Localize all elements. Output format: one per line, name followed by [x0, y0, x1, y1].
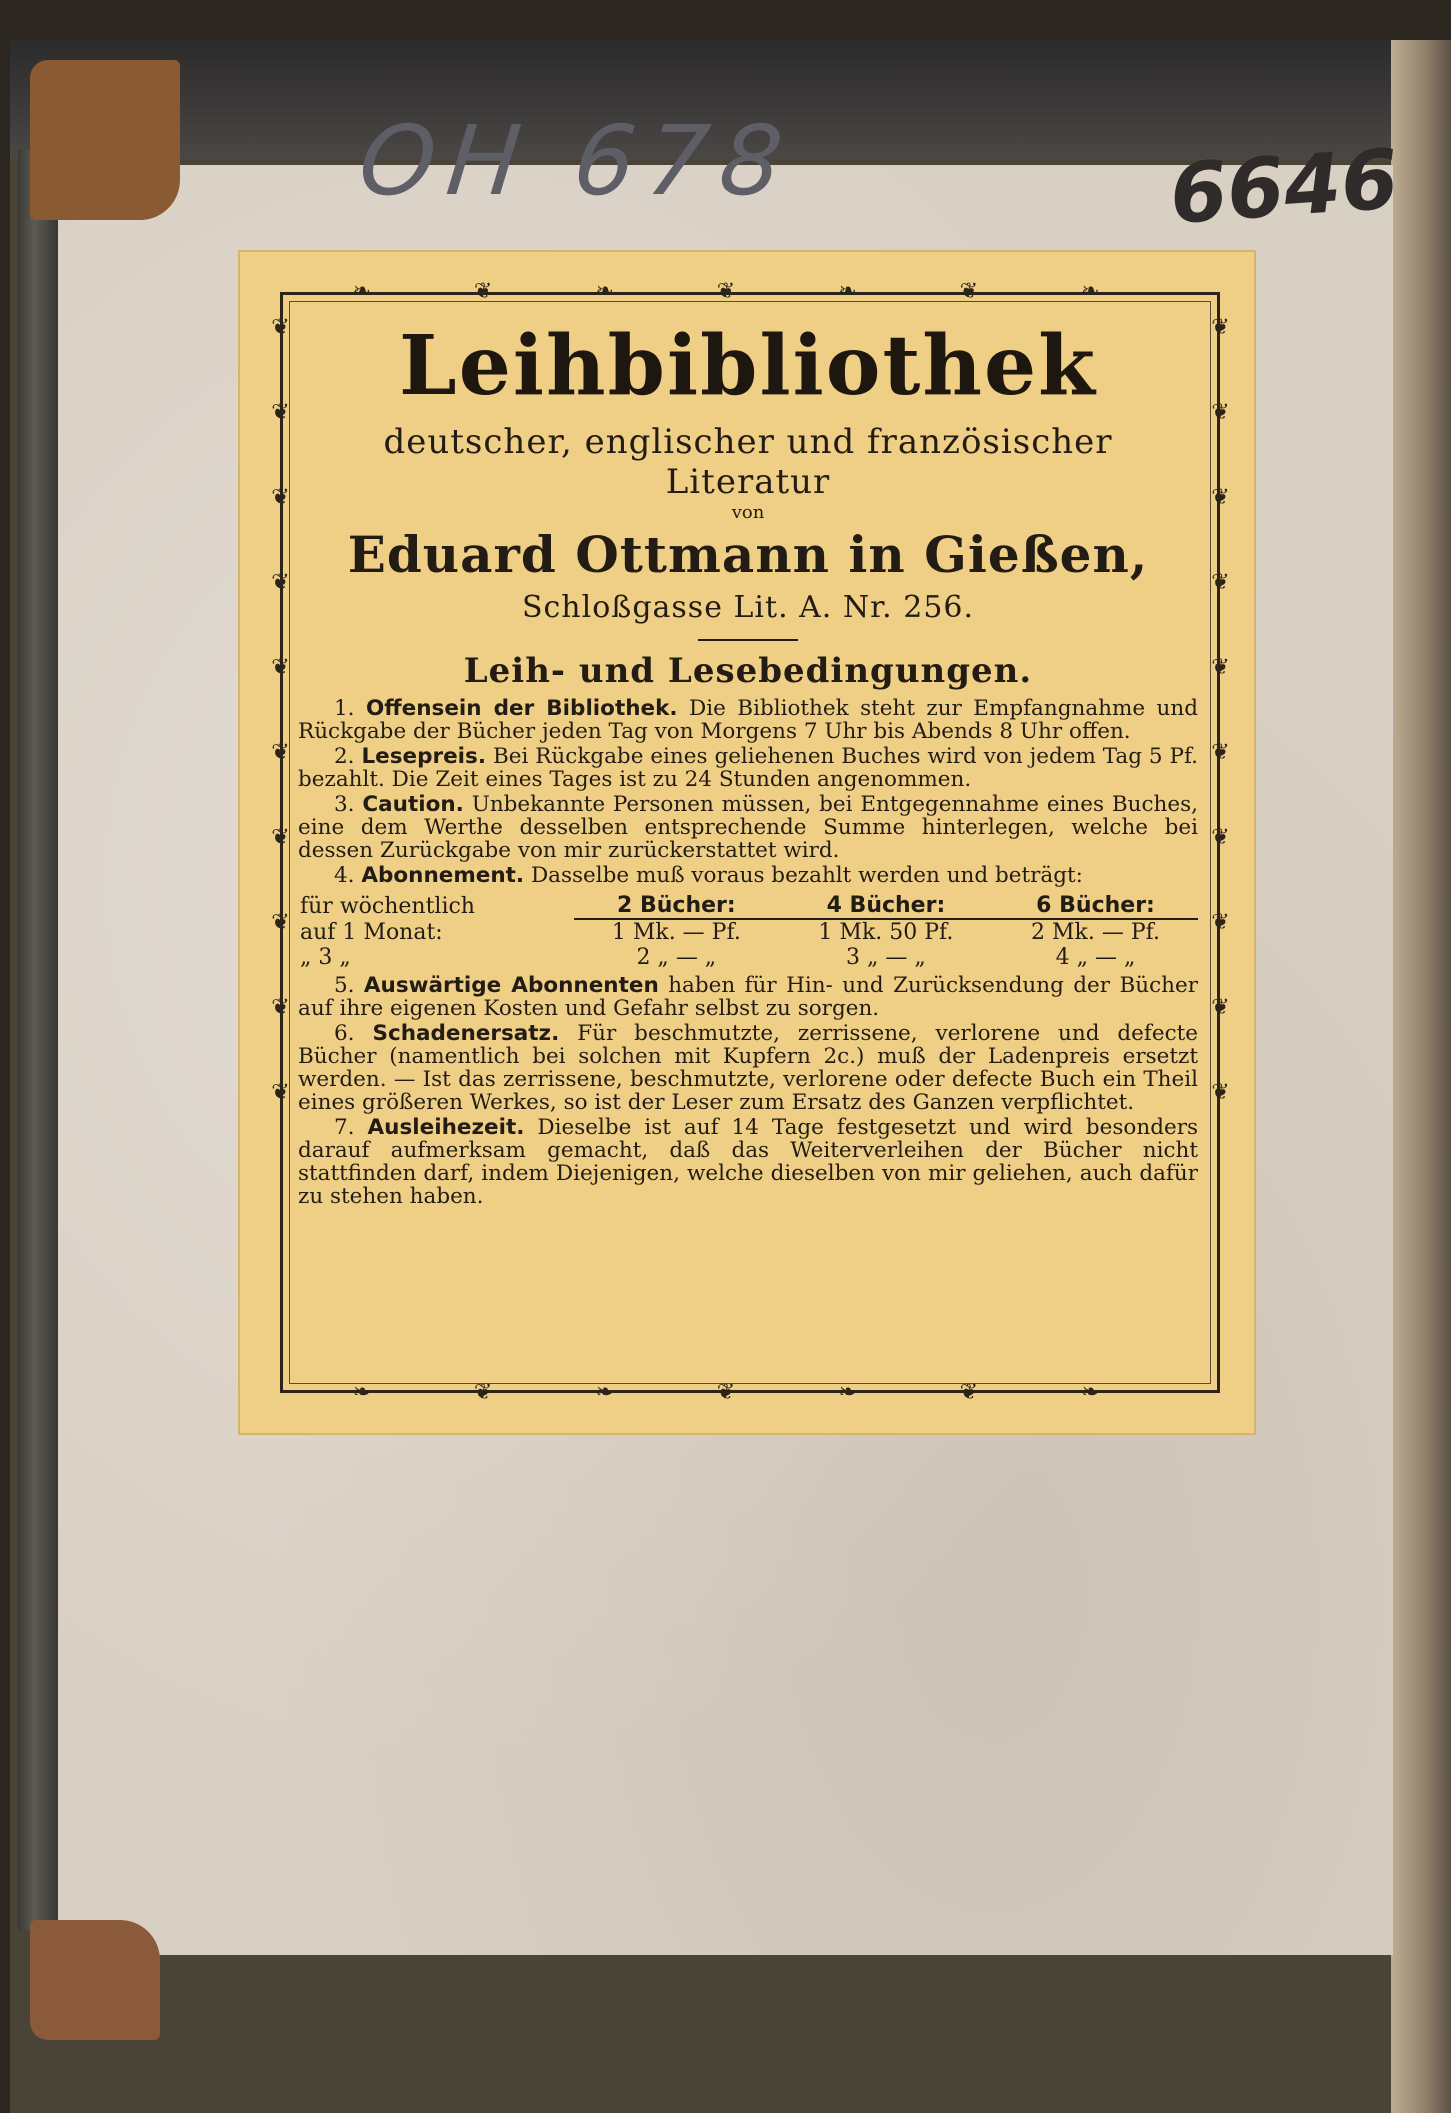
price-cell: „ 3 „: [300, 945, 351, 970]
cloth-spine: [18, 150, 58, 1930]
rule-number: 7.: [334, 1115, 355, 1140]
price-row: [298, 919, 1198, 945]
rule-text: haben für Hin- und Zurücksendung der Bücher auf ihre eigenen Kosten und Gefahr selbst zu sorgen.: [298, 973, 1198, 1021]
rule-text: Für beschmutzte, zerrissene, verlorene und defecte Bücher (namentlich bei solchen mit Kupfern 2c.) muß der Ladenpreis ersetzt werden. — Ist das zerrissene, beschmutzte, verlorene oder defecte Buch ein Theil eines größeren Werkes, so ist der Leser zum Ersatz des Ganzen verpflichtet.: [298, 1021, 1198, 1115]
label-content: [298, 310, 1198, 1210]
rule-item: [298, 697, 1198, 743]
price-header-6-books: 6 Bücher:: [993, 893, 1198, 919]
rule-number: 6.: [334, 1021, 355, 1046]
rule-item: [298, 864, 1198, 887]
ornament-right: ❦❦❦❦❦❦❦❦❦❦: [1208, 315, 1233, 1165]
price-header-2-books: 2 Bücher:: [574, 893, 779, 919]
price-cell: auf 1 Monat:: [300, 919, 443, 945]
label-owner: Eduard Ottmann in Gießen,: [347, 525, 1149, 584]
price-cell: 2 Mk. — Pf.: [1031, 920, 1160, 945]
rule-number: 1.: [334, 696, 355, 721]
price-row: [298, 945, 1198, 970]
rule-heading: Abonnement.: [361, 863, 525, 888]
price-header-4-books: 4 Bücher:: [779, 893, 993, 919]
price-cell: 2 „ — „: [636, 945, 717, 970]
conditions-title: Leih- und Lesebedingungen.: [463, 651, 1033, 691]
leather-corner-bottom: [30, 1920, 160, 2040]
label-address: Schloßgasse Lit. A. Nr. 256.: [521, 590, 975, 625]
rule-text: Dasselbe muß voraus bezahlt werden und beträgt:: [530, 863, 1083, 888]
rule-heading: Auswärtige Abonnenten: [363, 973, 659, 998]
handwritten-shelfmark: OH 678: [354, 105, 800, 217]
rule-number: 5.: [334, 973, 355, 998]
rule-text: Die Bibliothek steht zur Empfangnahme und Rückgabe der Bücher jeden Tag von Morgens 7 Uhr bis Abends 8 Uhr offen.: [298, 696, 1198, 744]
conditions-list: [298, 697, 1198, 1208]
rule-item: [298, 1116, 1198, 1208]
label-title: Leihbibliothek: [399, 318, 1097, 414]
rule-item: [298, 974, 1198, 1020]
ornament-left: ❦❦❦❦❦❦❦❦❦❦: [268, 315, 293, 1165]
rule-heading: Schadenersatz.: [372, 1021, 560, 1046]
rule-number: 2.: [334, 744, 355, 769]
rule-text: Bei Rückgabe eines geliehenen Buches wird von jedem Tag 5 Pf. bezahlt. Die Zeit eines Tages ist zu 24 Stunden angenommen.: [298, 744, 1198, 792]
divider-rule: [698, 639, 798, 641]
rule-item: [298, 745, 1198, 791]
leather-corner-top: [30, 60, 180, 220]
price-cell: 1 Mk. 50 Pf.: [818, 920, 954, 945]
price-table: [298, 893, 1198, 970]
rule-number: 3.: [334, 792, 355, 817]
label-subtitle: deutscher, englischer und französischer Literatur: [383, 422, 1113, 502]
rule-item: [298, 793, 1198, 862]
rule-heading: Caution.: [362, 792, 464, 817]
rule-heading: Lesepreis.: [361, 744, 487, 769]
ornament-bottom: ❧ ❦ ❧ ❦ ❧ ❦ ❧: [352, 1380, 1148, 1405]
rule-heading: Offensein der Bibliothek.: [365, 696, 678, 721]
page-edges: [1391, 40, 1451, 2113]
rule-item: [298, 1022, 1198, 1114]
price-cell: 1 Mk. — Pf.: [611, 920, 741, 945]
rule-text: Unbekannte Personen müssen, bei Entgegennahme eines Buches, eine dem Werthe desselben entsprechende Summe hinterlegen, welche bei dessen Zurückgabe von mir zurückerstattet wird.: [298, 792, 1198, 863]
price-cell: 3 „ — „: [846, 945, 926, 970]
handwritten-accession-number: 6646: [1166, 132, 1402, 243]
rule-heading: Ausleihezeit.: [367, 1115, 525, 1140]
price-cell: 4 „ — „: [1055, 945, 1136, 970]
rule-text: Dieselbe ist auf 14 Tage festgesetzt und wird besonders darauf aufmerksam gemacht, daß das Weiterverleihen der Bücher nicht stattfinden darf, indem Diejenigen, welche dieselben von mir geliehen, auch dafür zu stehen haben.: [298, 1115, 1198, 1209]
library-label: [238, 250, 1256, 1435]
rule-number: 4.: [334, 863, 355, 888]
ornament-top: ❧ ❦ ❧ ❦ ❧ ❦ ❧: [352, 279, 1148, 304]
label-von: von: [731, 502, 765, 523]
price-header-label: für wöchentlich: [300, 893, 475, 919]
price-header-row: [298, 893, 1198, 919]
